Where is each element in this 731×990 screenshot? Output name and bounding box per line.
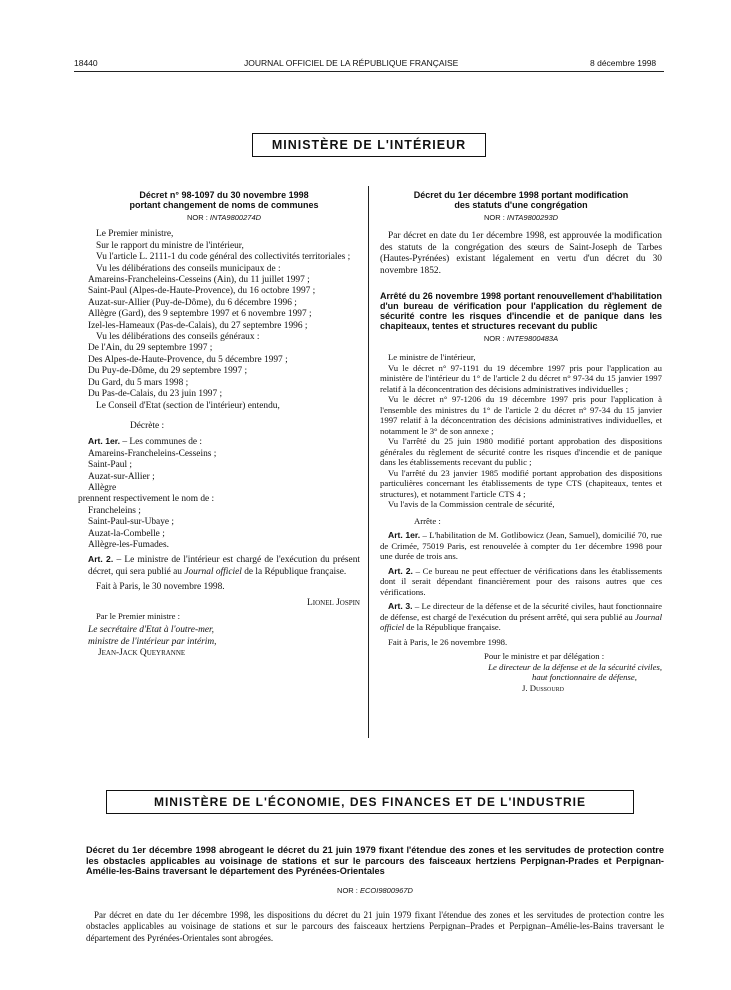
para: prennent respectivement le nom de :	[78, 494, 215, 505]
article-text: – Les communes de :	[120, 437, 203, 448]
signatory-name: J. Dussourd	[522, 682, 565, 693]
list-item: Du Pas-de-Calais, du 23 juin 1997 ;	[88, 389, 223, 400]
article-text: – Ce bureau ne peut effectuer de vérifications dans les établissements dont il serait dépendant financièrement pour des raisons autres que ces vérifications.	[380, 565, 662, 597]
title-line2: des statuts d'une congrégation	[454, 200, 588, 210]
para: Vu l'article L. 2111-1 du code général des collectivités territoriales ;	[96, 252, 351, 263]
para: Vu les délibérations des conseils municipaux de :	[96, 263, 281, 274]
list-item: Francheleins ;	[88, 505, 141, 516]
para: Le Conseil d'Etat (section de l'intérieur) entendu,	[96, 400, 280, 411]
decret-congregation-title	[380, 190, 662, 210]
article-text: – Le directeur de la défense et de la sécurité civiles, haut fonctionnaire de défense, est chargé de l'exécution du présent arrêté, qui sera publié au	[380, 601, 662, 622]
nor-label: NOR :	[186, 213, 208, 222]
list-item: Auzat-la-Combelle ;	[88, 528, 165, 539]
countersign-title	[88, 625, 360, 636]
para: Par décret en date du 1er décembre 1998, est approuvée la modification des statuts de la congrégation des sœurs de Saint-Joseph de Tarbes (Hautes-Pyrénées) existant légalement en vertu d'un décret du 30 novembre 1852.	[380, 231, 662, 276]
header-rule	[74, 71, 664, 72]
arrete-title: Arrêté du 26 novembre 1998 portant renouvellement d'habilitation d'un bureau de vérification pour l'application du règlement de sécurité contre les risques d'incendie et de panique dans les chapiteaux, tentes et structures recevant du public	[380, 291, 662, 332]
para: Sur le rapport du ministre de l'intérieur,	[96, 240, 244, 251]
countersign-name: Jean-Jack Queyranne	[98, 648, 186, 659]
nor-label: NOR :	[483, 213, 505, 222]
nor-line	[380, 333, 662, 344]
arrete-body	[380, 352, 662, 693]
list-item: Auzat-sur-Allier ;	[88, 471, 155, 482]
nor-label: NOR :	[483, 334, 505, 344]
column-divider	[368, 186, 369, 738]
right-column	[380, 190, 662, 693]
list-item: Saint-Paul (Alpes-de-Haute-Provence), du 16 octobre 1997 ;	[88, 286, 316, 297]
decrete: Décrète :	[130, 420, 165, 431]
list-item: Allègre	[88, 482, 117, 493]
article-text: de la République française.	[241, 566, 347, 577]
countersign-line2: ministre de l'intérieur par intérim,	[88, 636, 217, 647]
decret-title-line1: Décret n° 98-1097 du 30 novembre 1998	[139, 190, 309, 200]
para: Vu l'arrêté du 23 janvier 1985 modifié portant approbation des dispositions particulières concernant les établissements de type CTS (chapiteaux, tentes et structures), et notamment l'article CTS 4 ;	[380, 467, 662, 499]
nor-line	[86, 885, 664, 896]
ministry-economie-heading: MINISTÈRE DE L'ÉCONOMIE, DES FINANCES ET DE L'INDUSTRIE	[106, 790, 634, 814]
bottom-decret-title: Décret du 1er décembre 1998 abrogeant le décret du 21 juin 1979 fixant l'étendue des zones et les servitudes de protection contre les obstacles applicables au voisinage de stations et sur le parcours des faisceaux hertziens Perpignan-Prades et Perpignan-Amélie-les-Bains traversant le département des Pyrénées-Orientales	[86, 845, 664, 877]
para: Le Premier ministre,	[96, 229, 174, 240]
arrete: Arrête :	[414, 515, 441, 526]
para: Vu l'arrêté du 25 juin 1980 modifié portant approbation des dispositions générales du règlement de sécurité contre les risques d'incendie et de panique dans les établissements recevant du public ;	[380, 436, 662, 468]
countersign-line1: Le secrétaire d'Etat à l'outre-mer,	[88, 625, 214, 636]
list-item: Du Puy-de-Dôme, du 29 septembre 1997 ;	[88, 366, 248, 377]
nor-code: ECOI9800967D	[359, 885, 413, 895]
article-1	[88, 436, 360, 448]
article-text: de la République française.	[404, 622, 501, 633]
para: Par décret en date du 1er décembre 1998, les dispositions du décret du 21 juin 1979 fixant l'étendue des zones et les servitudes de protection contre les obstacles applicables au voisinage de stations et sur le parcours des faisceaux hertziens Perpignan–Prades et Perpignan–Amélie-les-Bains traversant le département des Pyrénées-Orientales sont abrogées.	[86, 910, 664, 943]
nor-code: INTA9800293D	[506, 213, 559, 222]
journal-ref: Journal officiel	[380, 611, 662, 633]
nor-code: INTE9800483A	[506, 334, 559, 344]
journal-ref: Journal officiel	[184, 566, 242, 577]
signatory: Lionel Jospin	[307, 597, 360, 608]
article-text: – L'habilitation de M. Gotlibowicz (Jean, Samuel), domicilié 70, rue de Crimée, 75019 Paris, est renouvelée à compter du 1er décembre 1998 pour une durée de trois ans.	[380, 530, 662, 562]
list-item: De l'Ain, du 29 septembre 1997 ;	[88, 343, 213, 354]
ministry-interieur-heading: MINISTÈRE DE L'INTÉRIEUR	[252, 133, 486, 157]
article-label: Art. 1er.	[388, 530, 421, 541]
article-text: – Le ministre de l'intérieur est chargé de l'exécution du présent décret, qui sera publié au	[88, 555, 360, 577]
article-label: Art. 1er.	[88, 436, 121, 447]
article-label: Art. 2.	[88, 554, 114, 565]
bottom-section	[86, 845, 664, 944]
delegation: Pour le ministre et par délégation :	[484, 651, 605, 662]
para: Vu l'avis de la Commission centrale de sécurité,	[388, 499, 555, 510]
decret-title	[88, 190, 360, 210]
article-label: Art. 2.	[388, 565, 413, 576]
fait: Fait à Paris, le 26 novembre 1998.	[388, 636, 508, 647]
issue-date: 8 décembre 1998	[590, 58, 657, 68]
list-item: Du Gard, du 5 mars 1998 ;	[88, 377, 189, 388]
article-3	[380, 601, 662, 633]
signatory-line1: Le directeur de la défense et de la sécurité civiles,	[488, 661, 662, 672]
article-label: Art. 3.	[388, 601, 413, 612]
signatory-line2: haut fonctionnaire de défense,	[532, 672, 637, 683]
list-item: Des Alpes-de-Haute-Provence, du 5 décembre 1997 ;	[88, 354, 288, 365]
nor-label: NOR :	[337, 885, 358, 895]
list-item: Saint-Paul-sur-Ubaye ;	[88, 517, 174, 528]
par-delegation: Par le Premier ministre :	[96, 611, 181, 621]
para: Vu le décret n° 97-1206 du 19 décembre 1997 pris pour l'application à l'ensemble des ministres du 1° de l'article 2 du décret n° 97-34 du 15 janvier 1997 relatif à la déconcentration des décisions administratives individuelles, et notamment le 3° de son annexe ;	[380, 394, 662, 436]
signatory-title	[380, 672, 662, 683]
left-column	[78, 190, 360, 660]
para: Le ministre de l'intérieur,	[388, 352, 476, 363]
nor-line	[380, 212, 662, 223]
title-line1: Décret du 1er décembre 1998 portant modification	[413, 190, 629, 200]
list-item: Allègre (Gard), des 9 septembre 1997 et 6 novembre 1997 ;	[88, 309, 312, 320]
page-number: 18440	[74, 58, 98, 68]
list-item: Izel-les-Hameaux (Pas-de-Calais), du 27 septembre 1996 ;	[88, 320, 308, 331]
list-item: Amareins-Francheleins-Cesseins (Ain), du 11 juillet 1997 ;	[88, 275, 310, 286]
list-item: Saint-Paul ;	[88, 460, 133, 471]
fait: Fait à Paris, le 30 novembre 1998.	[96, 582, 225, 593]
countersign-title	[88, 637, 360, 648]
nor-code: INTA9800274D	[209, 213, 262, 222]
para: Vu le décret n° 97-1191 du 19 décembre 1997 pris pour l'application au ministère de l'intérieur du 1° de l'article 2 du décret n° 97-34 du 15 janvier 1997 relatif à la déconcentration des décisions administratives individuelles ;	[380, 362, 662, 394]
signatory-title	[380, 662, 662, 673]
nor-line	[88, 212, 360, 223]
list-item: Auzat-sur-Allier (Puy-de-Dôme), du 6 décembre 1996 ;	[88, 297, 297, 308]
list-item: Allègre-les-Fumades.	[88, 539, 169, 550]
article-2	[88, 554, 360, 578]
article-1	[380, 530, 662, 562]
list-item: Amareins-Francheleins-Cesseins ;	[88, 448, 217, 459]
journal-title: JOURNAL OFFICIEL DE LA RÉPUBLIQUE FRANÇAISE	[244, 58, 459, 68]
article-2	[380, 566, 662, 598]
para: Vu les délibérations des conseils généraux :	[96, 332, 260, 343]
decret-title-line2: portant changement de noms de communes	[129, 200, 319, 210]
